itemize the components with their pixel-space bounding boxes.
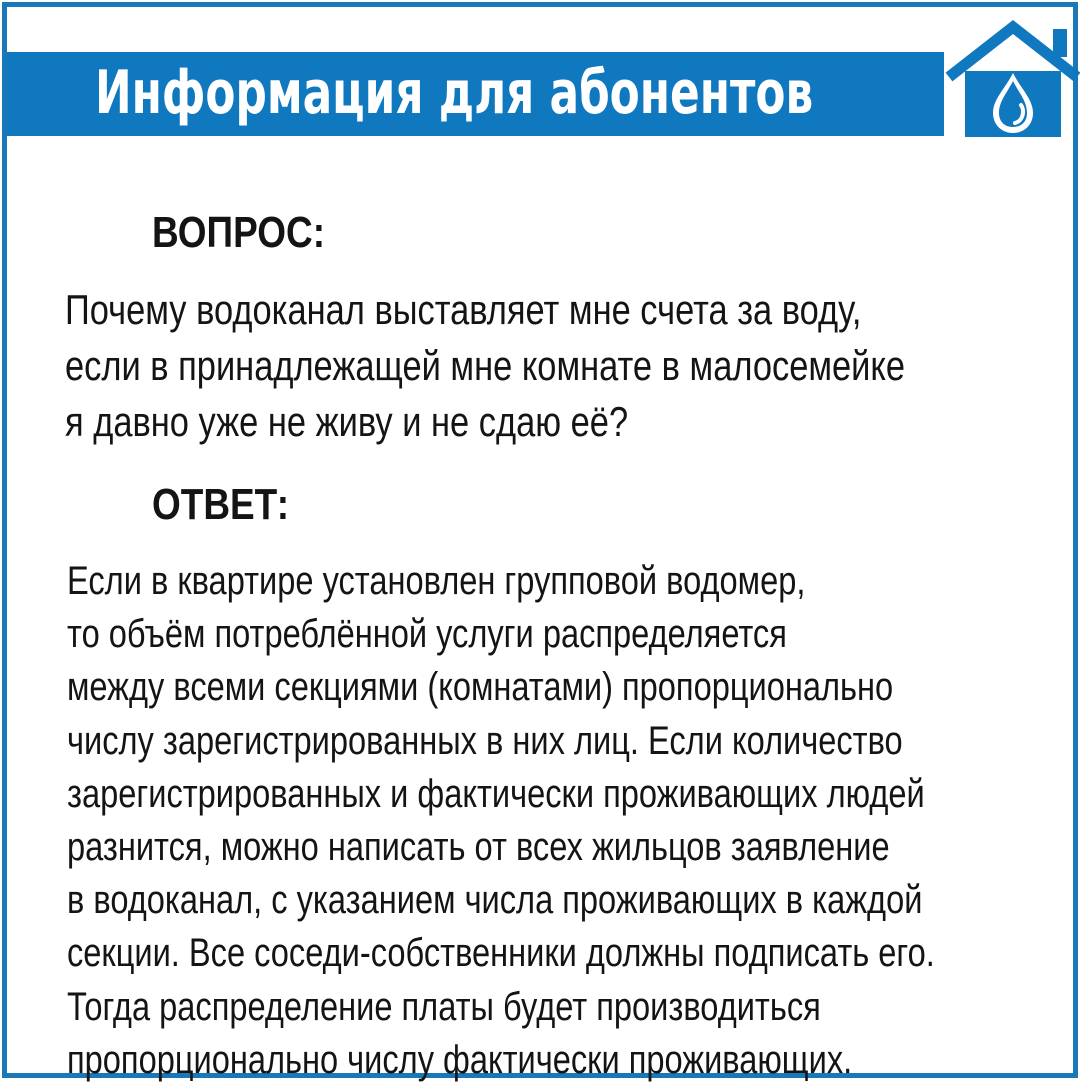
question-heading: ВОПРОС: <box>152 208 326 257</box>
question-line: Почему водоканал выставляет мне счета за воду, <box>65 286 862 333</box>
page-title: Информация для абонентов <box>95 58 814 128</box>
question-line: если в принадлежащей мне комнате в малосемейке <box>65 342 906 389</box>
answer-line: числу зарегистрированных в них лиц. Если количество <box>67 718 903 763</box>
answer-line: то объём потреблённой услуги распределяется <box>67 612 787 657</box>
house-water-drop-icon <box>943 19 1080 143</box>
answer-line: Если в квартире установлен групповой водомер, <box>67 559 806 603</box>
answer-line: секции. Все соседи-собственники должны подписать его. <box>67 931 935 976</box>
answer-line: пропорционально числу фактически проживающих. <box>67 1037 853 1082</box>
answer-line: между всеми секциями (комнатами) пропорционально <box>67 665 894 710</box>
answer-line: разнится, можно написать от всех жильцов заявление <box>67 825 890 870</box>
answer-heading: ОТВЕТ: <box>152 480 290 529</box>
question-line: я давно уже не живу и не сдаю её? <box>65 398 629 445</box>
question-text <box>65 282 905 450</box>
answer-line: зарегистрированных и фактически проживающих людей <box>67 771 925 816</box>
answer-line: Тогда распределение платы будет производиться <box>67 984 821 1029</box>
info-card <box>2 2 1078 1082</box>
answer-line: в водоканал, с указанием числа проживающих в каждой <box>67 878 923 923</box>
answer-text <box>67 555 935 1087</box>
